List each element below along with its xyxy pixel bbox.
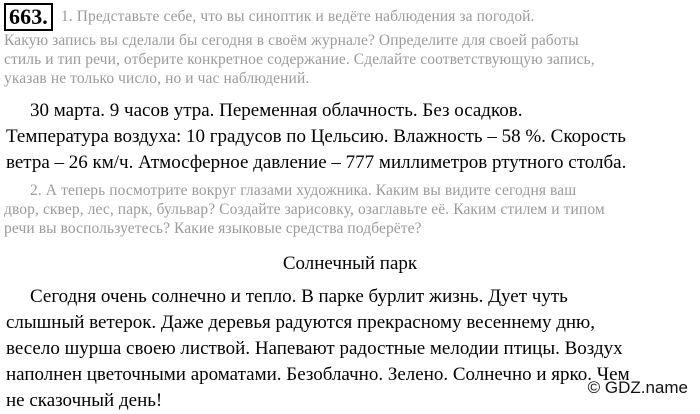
answer-1-line-2: Температура воздуха: 10 градусов по Цельсию. Влажность – 58 %. Скорость bbox=[6, 126, 626, 147]
essay-line-3: весело шурша своею листвой. Напевают радостные мелодии птицы. Воздух bbox=[6, 338, 623, 359]
task-2-line-1: 2. А теперь посмотрите вокруг глазами художника. Каким вы видите сегодня ваш bbox=[30, 182, 577, 199]
task-1-line-3: стиль и тип речи, отберите конкретное содержание. Сделайте соответствующую запись, bbox=[4, 51, 595, 68]
essay-title: Солнечный парк bbox=[282, 253, 418, 274]
essay-line-2: слышный ветерок. Даже деревья радуются прекрасному весеннему дню, bbox=[6, 312, 595, 333]
answer-1-line-1: 30 марта. 9 часов утра. Переменная облачность. Без осадков. bbox=[30, 100, 523, 121]
task-1-line-4: указав не только число, но и час наблюдений. bbox=[4, 70, 310, 87]
task-1-line-1: 663. 1. Представьте себе, что вы синоптик и ведёте наблюдения за погодой. bbox=[4, 3, 694, 31]
essay-line-4: наполнен цветочными ароматами. Безоблачно. Зелено. Солнечно и ярко. Чем bbox=[6, 364, 630, 385]
task-2-instructions bbox=[4, 181, 694, 238]
weather-log-answer bbox=[6, 98, 698, 176]
task-2-line-3: речи вы воспользуетесь? Какие языковые средства подберёте? bbox=[4, 220, 422, 237]
answer-1-line-3: ветра – 26 км/ч. Атмосферное давление – 777 миллиметров ртутного столба. bbox=[6, 152, 627, 173]
task-number-box: 663. bbox=[4, 3, 53, 31]
task-1-line-2: Какую запись вы сделали бы сегодня в своём журнале? Определите для своей работы bbox=[4, 32, 579, 49]
essay-line-1: Сегодня очень солнечно и тепло. В парке бурлит жизнь. Дует чуть bbox=[30, 286, 568, 307]
site-watermark: © GDZ.name bbox=[587, 378, 688, 397]
task-2-line-2: двор, сквер, лес, парк, бульвар? Создайте зарисовку, озаглавьте её. Каким стилем и типом bbox=[4, 201, 605, 218]
essay-line-5: не сказочный день! bbox=[6, 390, 163, 411]
task-1-instructions bbox=[4, 3, 694, 88]
